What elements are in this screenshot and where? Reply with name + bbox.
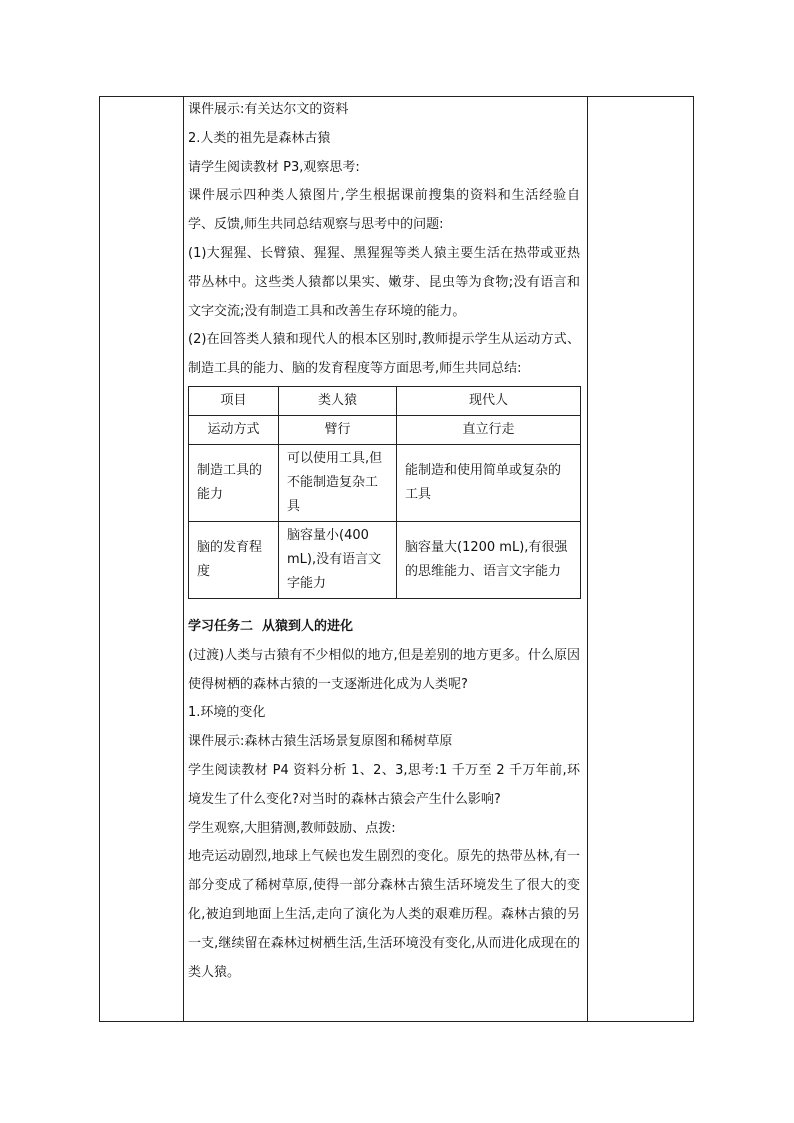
lesson-content — [188, 96, 580, 987]
column-divider-right — [587, 96, 588, 1022]
text-line: 请学生阅读教材 P3,观察思考: — [188, 159, 360, 175]
table-cell: 直立行走 — [397, 415, 581, 444]
table-header: 类人猿 — [279, 386, 397, 415]
text-line: 2.人类的祖先是森林古猿 — [188, 130, 331, 146]
table-row — [189, 415, 581, 444]
table-cell: 能制造和使用简单或复杂的工具 — [397, 444, 581, 521]
column-divider-left — [183, 96, 184, 1022]
paragraph: (2)在回答类人猿和现代人的根本区别时,教师提示学生从运动方式、制造工具的能力、脑的发育程度等方面思考,师生共同总结: — [188, 332, 580, 377]
table-row — [189, 444, 581, 521]
paragraph: (1)大猩猩、长臂猿、猩猩、黑猩猩等类人猿主要生活在热带或亚热带丛林中。这些类人猿都以果实、嫩芽、昆虫等为食物;没有语言和文字交流;没有制造工具和改善生存环境的能力。 — [188, 245, 580, 319]
paragraph: (过渡)人类与古猿有不少相似的地方,但是差别的地方更多。什么原因使得树栖的森林古猿的一支逐渐进化成为人类呢? — [188, 647, 580, 692]
section-heading: 学习任务二 从猿到人的进化 — [188, 618, 354, 634]
table-cell: 臂行 — [279, 415, 397, 444]
text-line: 1.环境的变化 — [188, 705, 266, 721]
text-line: 课件展示:有关达尔文的资料 — [188, 102, 349, 117]
table-row — [189, 521, 581, 598]
comparison-table — [188, 386, 581, 599]
table-cell: 制造工具的能力 — [189, 444, 279, 521]
text-line: 学生观察,大胆猜测,教师鼓励、点拨: — [188, 820, 396, 836]
table-cell: 可以使用工具,但不能制造复杂工具 — [279, 444, 397, 521]
table-header: 现代人 — [397, 386, 581, 415]
table-header: 项目 — [189, 386, 279, 415]
paragraph: 学生阅读教材 P4 资料分析 1、2、3,思考:1 千万至 2 千万年前,环境发生了什么变化?对当时的森林古猿会产生什么影响? — [188, 762, 580, 807]
text-line: 课件展示:森林古猿生活场景复原图和稀树草原 — [188, 734, 453, 750]
paragraph: 课件展示四种类人猿图片,学生根据课前搜集的资料和生活经验自学、反馈,师生共同总结观察与思考中的问题: — [188, 188, 580, 233]
paragraph: 地壳运动剧烈,地球上气候也发生剧烈的变化。原先的热带丛林,有一部分变成了稀树草原,使得一部分森林古猿生活环境发生了很大的变化,被迫到地面上生活,走向了演化为人类的艰难历程。森林古猿的另一支,继续留在森林过树栖生活,生活环境没有变化,从而进化成现在的类人猿。 — [188, 849, 580, 980]
table-cell: 脑的发育程度 — [189, 521, 279, 598]
table-cell: 脑容量小(400 mL),没有语言文字能力 — [279, 521, 397, 598]
table-header-row — [189, 386, 581, 415]
table-cell: 运动方式 — [189, 415, 279, 444]
table-cell: 脑容量大(1200 mL),有很强的思维能力、语言文字能力 — [397, 521, 581, 598]
